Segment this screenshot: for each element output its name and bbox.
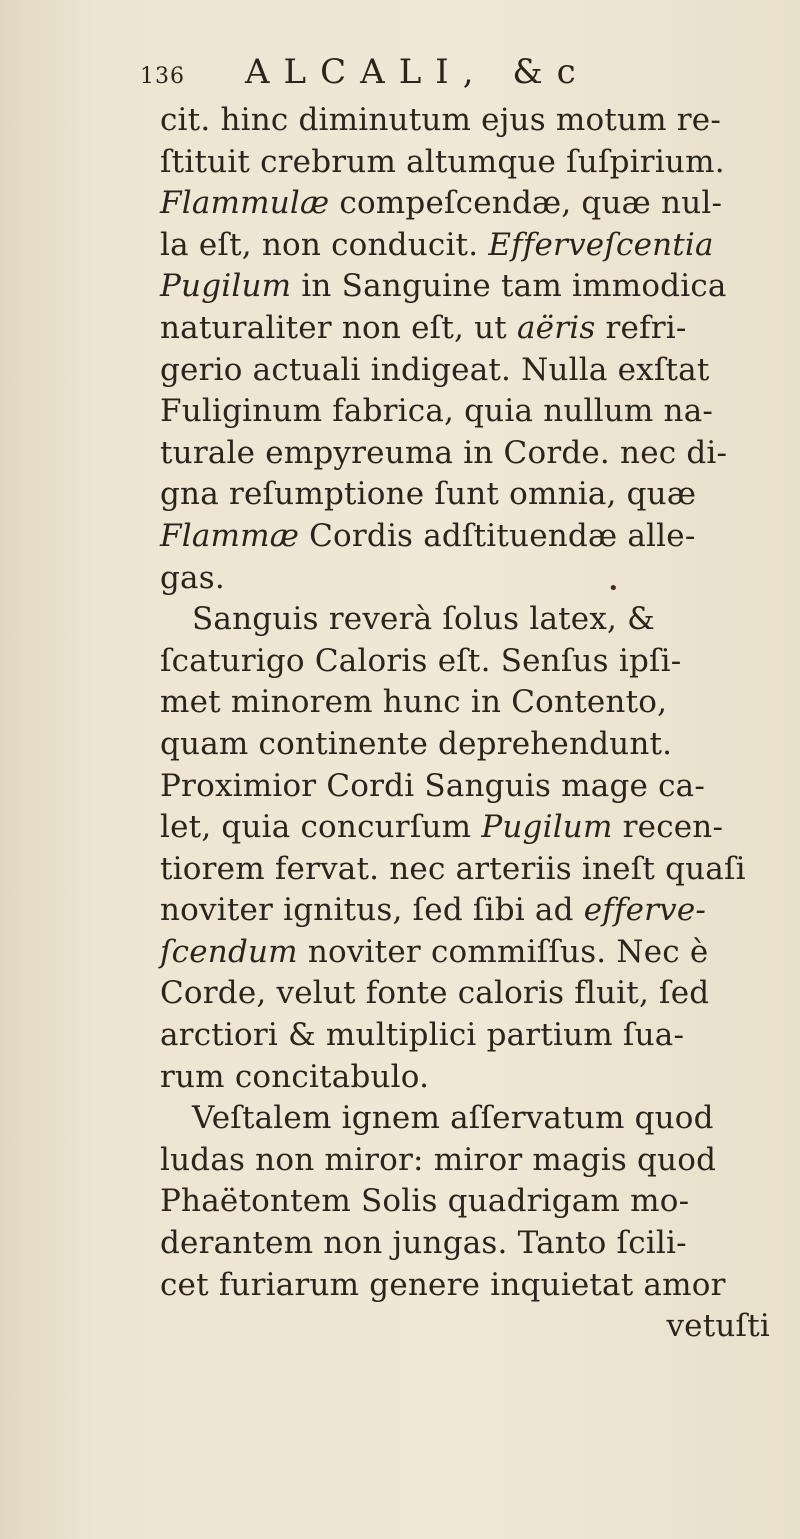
text-segment: noviter ignitus, ſed ſibi ad — [160, 892, 584, 929]
text-segment: Cordis adſtituendæ alle- — [299, 517, 696, 554]
text-line — [160, 1015, 770, 1057]
italic-word: Flammæ — [160, 517, 300, 554]
text-segment: quam continente deprehendunt. — [160, 725, 673, 762]
text-line — [160, 391, 770, 433]
italic-word: Pugilum — [481, 809, 613, 846]
text-line — [160, 1140, 770, 1182]
text-segment: ſtituit crebrum altumque ſuſpirium. — [160, 143, 725, 180]
text-segment: Veſtalem ignem aſſervatum quod — [192, 1100, 714, 1137]
text-segment: noviter commiſſus. Nec è — [297, 933, 709, 970]
text-segment: let, quia concurſum — [160, 809, 482, 846]
text-line — [160, 932, 770, 974]
text-segment: ſcaturigo Caloris eſt. Senſus ipſi- — [160, 642, 682, 679]
text-line — [160, 225, 770, 267]
text-line — [160, 1223, 770, 1265]
text-line — [160, 682, 770, 724]
text-line — [160, 1306, 770, 1348]
text-line — [160, 183, 770, 225]
text-line — [160, 433, 770, 475]
italic-word: Flammulæ — [160, 185, 330, 222]
text-segment: cet furiarum genere inquietat amor — [160, 1266, 726, 1303]
text-segment: cit. hinc diminutum ejus motum re- — [160, 102, 722, 138]
text-line — [160, 100, 770, 142]
text-line — [160, 807, 770, 849]
text-segment: Phaëtontem Solis quadrigam mo- — [160, 1183, 690, 1220]
text-line — [160, 724, 770, 766]
text-segment: turale empyreuma in Corde. nec di- — [160, 434, 728, 471]
text-line — [160, 973, 770, 1015]
text-line — [160, 142, 770, 184]
text-segment: refri- — [595, 309, 687, 346]
italic-word: efferve- — [583, 892, 707, 929]
text-segment: gerio actuali indigeat. Nulla exſtat — [160, 351, 710, 388]
text-segment: naturaliter non eſt, ut — [160, 309, 517, 346]
italic-word: Efferveſcentia — [488, 226, 714, 263]
page-number: 136 — [140, 64, 185, 89]
italic-word: Pugilum — [160, 268, 292, 305]
running-head: ALCALI, &c — [245, 52, 590, 92]
text-segment: Sanguis reverà ſolus latex, & — [192, 601, 655, 638]
text-segment: vetuſti — [666, 1308, 770, 1345]
text-segment: rum concitabulo. — [160, 1058, 430, 1095]
text-segment: ludas non miror: miror magis quod — [160, 1141, 717, 1178]
text-line — [160, 1265, 770, 1307]
text-line — [160, 516, 770, 558]
text-segment: met minorem hunc in Contento, — [160, 684, 668, 721]
text-segment: gna reſumptione ſunt omnia, quæ — [160, 476, 697, 513]
body-text — [160, 100, 770, 1348]
printer-ornament: • — [608, 578, 619, 599]
text-segment: compeſcendæ, quæ nul- — [329, 185, 723, 222]
text-segment: derantem non jungas. Tanto ſcili- — [160, 1225, 687, 1262]
text-line — [160, 849, 770, 891]
text-line — [160, 1057, 770, 1099]
text-segment: arctiori & multiplici partium ſua- — [160, 1017, 685, 1054]
text-segment: Fuliginum fabrica, quia nullum na- — [160, 393, 714, 430]
page-header — [140, 52, 700, 96]
text-line — [160, 641, 770, 683]
italic-word: ſcendum — [160, 933, 298, 970]
text-segment: la eſt, non conducit. — [160, 226, 489, 263]
text-segment: Proximior Cordi Sanguis mage ca- — [160, 767, 706, 804]
text-line — [160, 1181, 770, 1223]
text-line — [160, 308, 770, 350]
text-line — [160, 266, 770, 308]
text-segment: Corde, velut fonte caloris fluit, ſed — [160, 975, 710, 1012]
text-line — [160, 350, 770, 392]
text-segment: gas. — [160, 559, 225, 596]
text-line — [160, 599, 770, 641]
text-line — [160, 558, 770, 600]
text-line — [160, 474, 770, 516]
text-segment: recen- — [612, 809, 724, 846]
text-line — [160, 766, 770, 808]
text-line — [160, 890, 770, 932]
text-line — [160, 1098, 770, 1140]
text-segment: in Sanguine tam immodica — [291, 268, 727, 305]
italic-word: aëris — [517, 309, 596, 346]
text-segment: tiorem fervat. nec arteriis ineſt quaſi — [160, 850, 746, 887]
